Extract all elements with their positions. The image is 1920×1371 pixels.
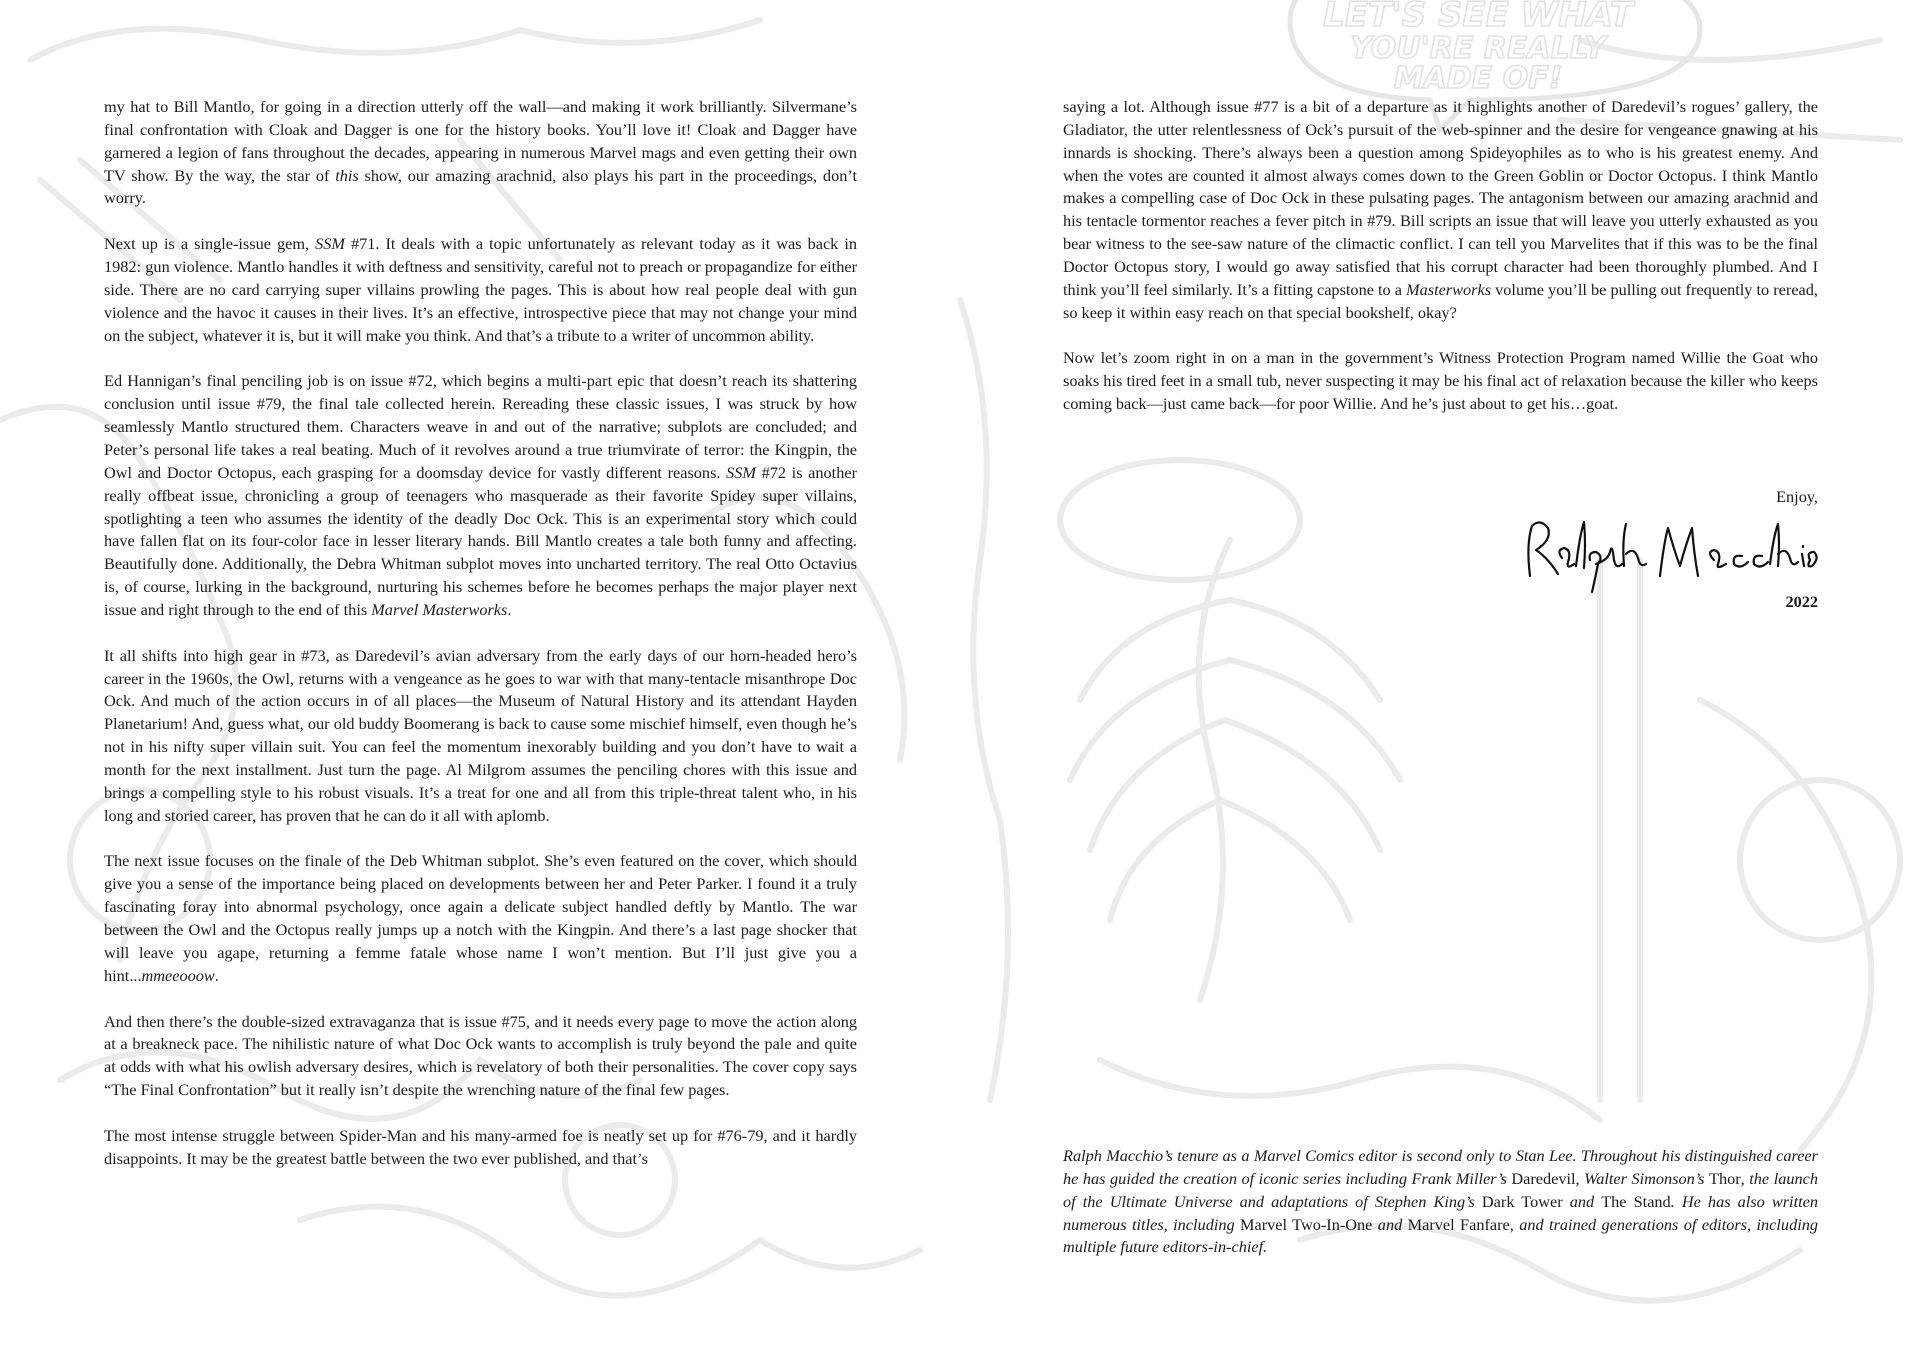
text-run-styled: SSM xyxy=(726,462,756,482)
author-bio xyxy=(1063,1145,1818,1259)
left-page-text xyxy=(104,96,857,1194)
art-stroke xyxy=(1070,600,1230,920)
text-run-styled: this xyxy=(335,165,359,185)
paragraph xyxy=(104,370,857,621)
text-run-styled: Marvel Two-In-One xyxy=(1240,1214,1373,1234)
text-run-styled: mmeeooow xyxy=(141,965,215,985)
text-run-styled: Daredevil xyxy=(1511,1168,1576,1188)
text-run: . He has also written numerous titles, including xyxy=(1063,1191,1818,1234)
art-stroke xyxy=(1600,560,1640,1100)
signoff-enjoy: Enjoy, xyxy=(1776,487,1818,506)
text-run: saying a lot. Although issue #77 is a bit of a departure as it highlights another of Daredevil’s rogues’ gallery, the Gladiator, the utter relentlessness of Ock’s pursuit of the web-spinner and the desire for vengeance gnawing at his innards is shocking. There’s always been a question among Spideyophiles as to who is his greatest enemy. And when the votes are counted it almost always comes down to the Green Goblin or Doctor Octopus. I think Mantlo makes a compelling case of Doc Ock in these pulsating pages. The antagonism between our amazing arachnid and his tentacle tormentor reaches a fever pitch in #79. Bill scripts an issue that will leave you utterly exhausted as you bear witness to the see-saw nature of the climactic conflict. I can tell you Marvelites that if this was to be the final Doctor Octopus story, I would go away satisfied that his corrupt character had been thoroughly plumbed. And I think you’ll feel similarly. It’s a fitting capstone to a xyxy=(1063,97,1818,299)
paragraph xyxy=(104,233,857,347)
text-run: , the launch of the Ultimate Universe and adaptations of Stephen King’s xyxy=(1063,1168,1819,1211)
art-stroke xyxy=(1700,700,1871,1150)
text-run: The most intense struggle between Spider-Man and his many-armed foe is neatly set up for #76-79, and it hardly disappoints. It may be the greatest battle between the two ever published, and that’s xyxy=(104,1125,857,1168)
paragraph xyxy=(104,1011,857,1102)
right-page-text xyxy=(1063,96,1818,439)
text-run: . xyxy=(214,965,219,985)
text-run-styled: Thor xyxy=(1709,1168,1741,1188)
text-run-styled: Marvel Fanfare xyxy=(1407,1214,1510,1234)
text-run-styled: The Stand xyxy=(1601,1191,1671,1211)
text-run-styled: Marvel Masterworks xyxy=(371,599,508,619)
paragraph xyxy=(1063,96,1818,324)
art-stroke xyxy=(30,20,760,60)
text-run-styled: Dark Tower xyxy=(1481,1191,1563,1211)
paragraph xyxy=(104,1125,857,1171)
art-stroke xyxy=(300,1207,920,1296)
text-run: , Walter Simonson’s xyxy=(1575,1168,1710,1188)
text-run: and xyxy=(1372,1214,1408,1234)
text-run: And then there’s the double-sized extravaganza that is issue #75, and it needs every page to move the action along at a breakneck pace. The nihilistic nature of what Doc Ock wants to accomplish is truly beyond the pale and quite at odds with what his owlish adversary desires, which is revelatory of both their personalities. The cover copy says “The Final Confrontation” but it really isn’t despite the wrenching nature of the final few pages. xyxy=(104,1011,857,1100)
paragraph xyxy=(104,850,857,987)
text-run: show, our amazing arachnid, also plays his part in the proceedings, don’t worry. xyxy=(104,165,858,208)
signoff-year: 2022 xyxy=(1785,592,1818,611)
text-run: It all shifts into high gear in #73, as Daredevil’s avian adversary from the early days of our horn-headed hero’s career in the 1960s, the Owl, returns with a vengeance as he goes to war with that many-tentacle misanthrope Doc Ock. And much of the action occurs in of all places—the Museum of Natural History and its attendant Hayden Planetarium! And, guess what, our old buddy Boomerang is back to cause some mischief himself, even though he’s not in his nifty super villain suit. You can feel the momentum inexorably building and you don’t have to wait a month for the next installment. Just turn the page. Al Milgrom assumes the penciling chores with this issue and brings a compelling style to his robust visuals. It’s a treat for one and all from this triple-threat talent who, in his long and storied career, has proven that he can do it all with aplomb. xyxy=(104,645,857,825)
paragraph xyxy=(1063,347,1818,416)
text-run: Ed Hannigan’s final penciling job is on issue #72, which begins a multi-part epic that doesn’t reach its shattering conclusion until issue #79, the final tale collected herein. Rereading these classic issues, I was struck by how seamlessly Mantlo structured them. Characters weave in and out of the narrative; subplots are concluded; and Peter’s personal life takes a real beating. Much of it revolves around a true triumvirate of terror: the Kingpin, the Owl and Doctor Octopus, each grasping for a doomsday device for vastly different reasons. xyxy=(104,371,857,482)
speech-bubble-line: LET'S SEE WHAT xyxy=(1323,0,1633,35)
text-run: , and trained generations of editors, including multiple future editors-in-chief. xyxy=(1063,1214,1819,1257)
text-run: #72 is another really offbeat issue, chronicling a group of teenagers who masquerade as their favorite Spidey super villains, spotlighting a teen who assumes the identity of the deadly Doc Ock. This is an experimental story which could have fallen flat on its four-color face in lesser literary hands. Bill Mantlo creates a tale both funny and affecting. Beautifully done. Additionally, the Debra Whitman subplot moves into uncharted territory. The real Otto Octavius is, of course, lurking in the background, nurturing his schemes before he becomes perhaps the major player next issue and right through to the end of this xyxy=(104,462,857,619)
text-run: #71. It deals with a topic unfortunately as relevant today as it was back in 1982: gun violence. Mantlo handles it with deftness and sensitivity, careful not to preach or propagandize for either side. There are no card carrying super villains prowling the pages. This is about how real people deal with gun violence and the havoc it causes in their lives. It’s an effective, introspective piece that may not change your mind on the subject, whatever it is, but it will make you think. And that’s a tribute to a writer of uncommon ability. xyxy=(104,234,857,345)
text-run: Now let’s zoom right in on a man in the government’s Witness Protection Program named Willie the Goat who soaks his tired feet in a small tub, never suspecting it may be his final act of relaxation because the killer who keeps coming back—just came back—for poor Willie. And he’s just about to get his…goat. xyxy=(1063,348,1818,414)
speech-bubble-line: MADE OF! xyxy=(1393,61,1563,96)
text-run: my hat to Bill Mantlo, for going in a direction utterly off the wall—and making it work brilliantly. Silvermane’s final confrontation with Cloak and Dagger is one for the history books. You’ll love it! Cloak and Dagger have garnered a legion of fans throughout the decades, appearing in numerous Marvel mags and even getting their own TV show. By the way, the star of xyxy=(104,97,857,185)
paragraph xyxy=(104,96,857,210)
signoff xyxy=(1400,486,1818,612)
handwritten-signature xyxy=(1518,514,1818,594)
art-stroke xyxy=(1220,600,1400,920)
text-run: and xyxy=(1562,1191,1602,1211)
paragraph xyxy=(104,645,857,828)
art-stroke xyxy=(1060,460,1300,580)
art-stroke xyxy=(960,300,1008,1100)
text-run-styled: SSM xyxy=(315,234,345,254)
speech-bubble-line: YOU'RE REALLY xyxy=(1350,31,1606,66)
art-stroke xyxy=(1100,1060,1600,1120)
text-run: The next issue focuses on the finale of the Deb Whitman subplot. She’s even featured on the cover, which should give you a sense of the importance being placed on developments between her and Peter Parker. I found it a truly fascinating foray into abnormal psychology, once again a delicate subject handled deftly by Mantlo. The war between the Owl and the Octopus really jumps up a notch with the Kingpin. And there’s a last page shocker that will leave you agape, returning a femme fatale whose name I won’t mention. But I’ll just give you a hint... xyxy=(104,851,857,985)
text-run: Ralph Macchio’s tenure as a Marvel Comics editor is second only to Stan Lee. Throughout his distinguished career he has guided the creation of iconic series including Frank Miller’s xyxy=(1063,1146,1818,1188)
text-run: volume you’ll be pulling out frequently to reread, so keep it within easy reach on that special bookshelf, okay? xyxy=(1063,279,1818,322)
text-run: Next up is a single-issue gem, xyxy=(104,234,316,254)
text-run: . xyxy=(507,599,512,619)
text-run-styled: Masterworks xyxy=(1406,279,1492,299)
